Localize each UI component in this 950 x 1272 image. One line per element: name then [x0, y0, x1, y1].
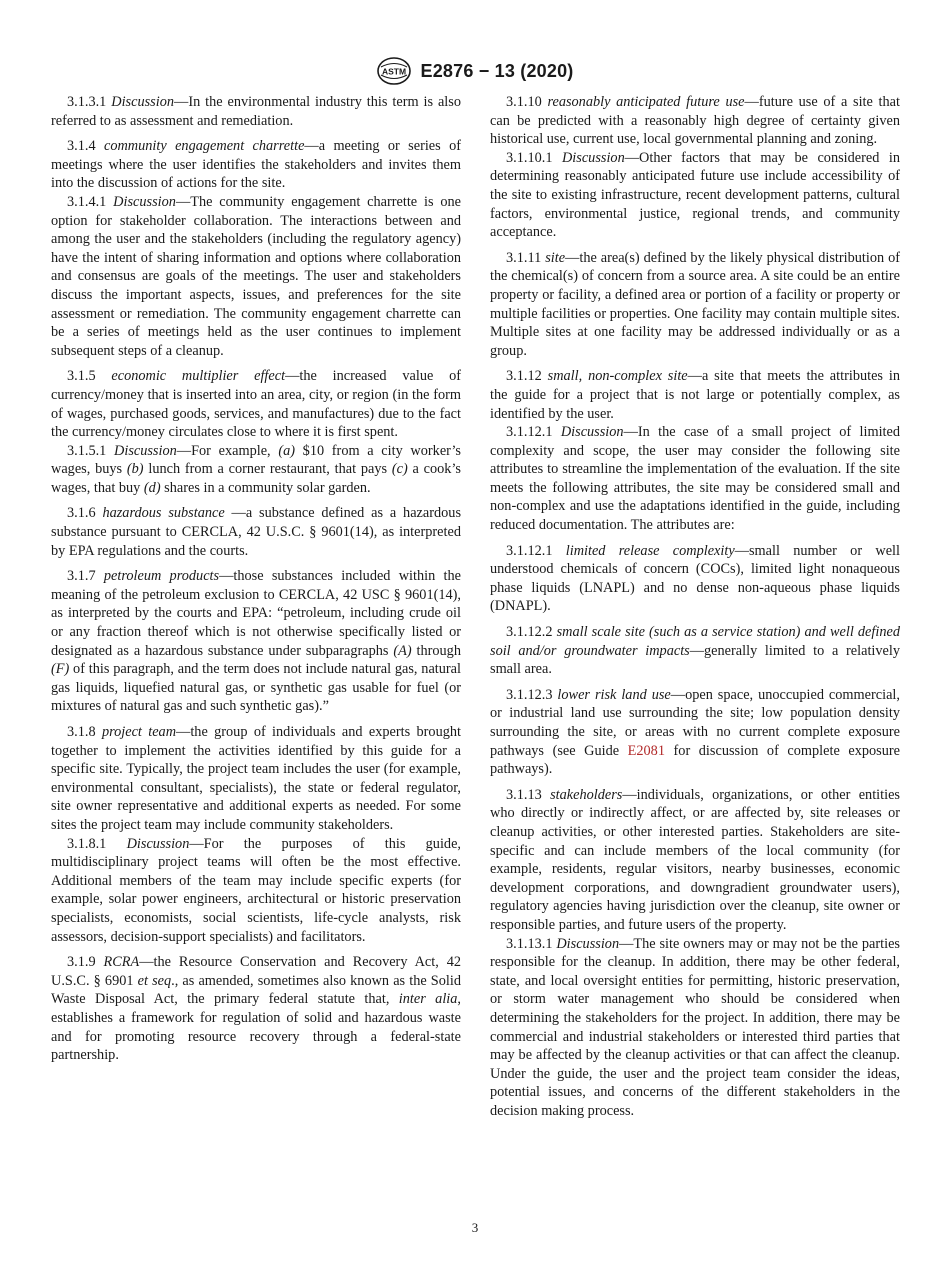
list-marker: (F) [51, 661, 70, 678]
section-number: 3.1.10 [506, 94, 542, 110]
defined-term: limited release complexity [565, 542, 735, 559]
definition-text: a cook’s wages, that buy [51, 461, 461, 496]
definition-paragraph [51, 93, 461, 130]
definition-text: $10 from a city worker’s wages, buys [51, 442, 461, 478]
definition-text: for discussion of complete exposure pathways). [490, 742, 900, 778]
section-number: 3.1.13 [506, 786, 542, 803]
definition-text: of this paragraph, and the term does not include natural gas, natural gas liquids, liquefied natural gas, or synthetic gas usable for fuel (or mixtures of natural gas and such synthetic gas).” [51, 661, 461, 715]
defined-term: community engagement charrette [103, 138, 305, 155]
section-number: 3.1.4.1 [67, 193, 107, 210]
list-marker: (A) [393, 642, 412, 659]
definition-text: —generally limited to a relatively small area. [490, 642, 901, 678]
section-number: 3.1.12 [506, 368, 542, 385]
definition-text: —For the purposes of this guide, multidisciplinary project teams will often be the most effective. Additional members of the team may include specific experts (for example, solar power engineers, architectural or historic preservation specialists, economists, social scientists, life-cycle analysts, risk assessors, decision-support specialists) and facilitators. [51, 835, 461, 945]
definition-text: —For example, [176, 442, 279, 459]
defined-term: site [545, 249, 566, 266]
definition-paragraph [51, 367, 461, 441]
latin-phrase: inter alia [398, 991, 458, 1008]
defined-term: stakeholders [550, 786, 623, 803]
left-column [51, 93, 461, 1065]
defined-term: Discussion [560, 424, 624, 441]
definition-paragraph [490, 93, 900, 149]
section-number: 3.1.12.1 [506, 542, 553, 559]
defined-term: Discussion [126, 835, 190, 852]
section-number: 3.1.5.1 [67, 442, 107, 459]
definition-text: —individuals, organizations, or other entities who directly or indirectly affect, or are affected by, site releases or cleanup activities, or other interested parties. Stakeholders are site-specific and can include members of the local community (for example, residents, regular visitors, nearby businesses, economic development corporations, and downgradient groundwater users), regulatory agencies having jurisdiction over the cleanup, site owner or responsible parties, and future users of the property. [490, 786, 900, 933]
definition-paragraph [51, 504, 461, 560]
definition-text: —a meeting or series of meetings where the user identifies the stakeholders and invites them into the discussion of actions for the site. [51, 138, 461, 192]
definition-paragraph [490, 623, 900, 679]
defined-term: small, non-complex site [547, 368, 688, 385]
definition-paragraph [490, 935, 900, 1121]
defined-term: project team [101, 724, 177, 740]
definition-text: through [411, 642, 461, 659]
defined-term: petroleum products [103, 568, 220, 585]
definition-text: —small number or well understood chemicals of concern (COCs), limited light nonaqueous phase liquids (LNAPL) and no dense non-aqueous phase liquids (DNAPL). [490, 542, 900, 615]
definition-paragraph [51, 137, 461, 193]
section-number: 3.1.8.1 [67, 835, 107, 852]
definition-paragraph [51, 723, 461, 835]
standard-designation: E2876 − 13 (2020) [420, 60, 574, 81]
definition-text: shares in a community solar garden. [160, 479, 371, 496]
section-number: 3.1.7 [67, 568, 96, 585]
section-number: 3.1.8 [67, 724, 96, 740]
astm-logo-icon [376, 56, 412, 86]
definition-paragraph [490, 249, 900, 361]
definition-text: —the Resource Conservation and Recovery Act, 42 U.S.C. § 6901 [51, 954, 461, 989]
section-number: 3.1.5 [67, 368, 96, 385]
definition-text: —The community engagement charrette is one option for stakeholder collaboration. The interactions between and among the user and the stakeholders (including the regulatory agency) have the intent of sharing information and options where collaboration and consensus are goals of the meetings. The user and stakeholders discuss the important aspects, issues, and preferences for the site assessment or remediation. The community engagement charrette can be a series of meetings held as the user continues to implement subsequent steps of a cleanup. [51, 193, 462, 359]
defined-term: Discussion [113, 193, 176, 210]
section-number: 3.1.9 [67, 954, 96, 971]
definition-paragraph [51, 953, 461, 1065]
defined-term: lower risk land use [557, 686, 671, 703]
definition-text: —a substance defined as a hazardous substance pursuant to CERCLA, 42 U.S.C. § 9601(14), as interpreted by EPA regulations and the courts. [51, 505, 462, 559]
definition-text: lunch from a corner restaurant, that pays [143, 461, 392, 478]
standard-reference-link[interactable]: E2081 [627, 742, 665, 759]
section-number: 3.1.3.1 [67, 94, 107, 110]
definition-text: —open space, unoccupied commercial, or industrial land use surrounding the site; low population density surrounding the site, or areas with no current complete exposure pathways (see Guide [490, 686, 900, 759]
page-header [0, 54, 950, 88]
section-number: 3.1.12.3 [506, 686, 553, 703]
definition-paragraph [490, 149, 900, 242]
definition-text: —a site that meets the attributes in the guide for a project that is not large or potentially complex, as identified by the user. [490, 368, 900, 422]
definition-text: —the increased value of currency/money that is inserted into an area, city, or region (in the form of wages, purchased goods, services, and manufactures) due to the fact the currency/money circulates close to where it is first spent. [51, 368, 461, 441]
definition-paragraph [51, 193, 461, 360]
right-column [490, 93, 900, 1120]
definition-text: —the group of individuals and experts brought together to implement the activities identified by this guide for a specific site. Typically, the project team includes the user (for example, environmental consultant, specialists), the state or federal regulator, site owner representative and additional experts as needed. For some sites the project team may include community stakeholders. [51, 724, 461, 833]
defined-term: Discussion [556, 935, 620, 952]
defined-term: small scale site (such as a service station) and well defined soil and/or groundwater impacts [490, 624, 900, 659]
section-number: 3.1.4 [67, 138, 96, 155]
list-marker: (d) [143, 479, 161, 496]
definition-paragraph [490, 423, 900, 535]
list-marker: (c) [391, 461, 408, 478]
definition-text: —In the case of a small project of limited complexity and scope, the user may consider the following site attributes to streamline the implementation of the evaluation. If the site meets the following attributes, the site may be considered small and non-complex and use the adaptations identified in the guide, including reduced documentation. The attributes are: [490, 424, 901, 534]
list-marker: (b) [126, 461, 144, 478]
defined-term: reasonably anticipated future use [547, 94, 745, 110]
section-number: 3.1.11 [506, 249, 542, 266]
definition-paragraph [490, 686, 900, 779]
defined-term: RCRA [103, 954, 140, 971]
definition-text: —the area(s) defined by the likely physical distribution of the chemical(s) of concern from a source area. A site could be an entire property or facility, a defined area or portion of a facility or property or multiple facilities or properties. One facility may contain multiple sites. Multiple sites at one facility may be addressed individually or as a group. [490, 249, 901, 359]
section-number: 3.1.12.2 [506, 624, 553, 641]
section-number: 3.1.10.1 [506, 149, 553, 166]
definition-text: —those substances included within the meaning of the petroleum exclusion to CERCLA, 42 USC § 9601(14), as interpreted by the courts and EPA: “petroleum, including crude oil or any fraction thereof which is not otherwise specifically listed or designated as a hazardous substance under subparagraphs [51, 568, 461, 659]
section-number: 3.1.13.1 [506, 935, 553, 952]
definition-paragraph [490, 786, 900, 935]
page-number: 3 [471, 1220, 479, 1235]
section-number: 3.1.12.1 [506, 424, 553, 441]
logo-lettering: ASTM [382, 66, 407, 77]
definition-text: —The site owners may or may not be the parties responsible for the cleanup. In addition, there may be other federal, state, and local oversight entities for permitting, historic preservation, or storm water management who should be considered when determining the stakeholders for the project. In addition, there may be commercial and industrial stakeholders or interested third parties that may be affected by the cleanup activities or that can affect the cleanup. Under the guide, the user and the project team consider the ideas, potential issues, and concerns of the different stakeholders in the decision making process. [490, 935, 900, 1119]
definition-text: —future use of a site that can be predicted with a reasonably high degree of certainty given historical use, current use, local governmental planning and zoning. [490, 94, 900, 148]
definition-text: —Other factors that may be considered in determining reasonably anticipated future use include accessibility of the site to existing infrastructure, recent development patterns, cultural factors, environmental justice, regional trends, and community acceptance. [490, 149, 900, 241]
list-marker: (a) [278, 442, 295, 459]
definition-paragraph [490, 367, 900, 423]
definition-text: , establishes a framework for regulation of solid and hazardous waste and for promoting resource recovery through a federal-state partnership. [51, 991, 461, 1064]
defined-term: economic multiplier effect [111, 368, 286, 385]
definition-text: —In the environmental industry this term is also referred to as assessment and remediation. [51, 94, 461, 129]
defined-term: hazardous substance [102, 505, 232, 522]
defined-term: Discussion [114, 442, 177, 459]
definition-text: ., as amended, sometimes also known as the Solid Waste Disposal Act, the primary federal statute that, [51, 972, 462, 1008]
latin-phrase: et seq [137, 972, 172, 989]
section-number: 3.1.6 [67, 505, 96, 522]
definition-paragraph [51, 835, 461, 947]
defined-term: Discussion [561, 149, 625, 166]
defined-term: Discussion [111, 94, 175, 110]
definition-paragraph [51, 442, 461, 498]
definition-paragraph [490, 542, 900, 616]
definition-paragraph [51, 567, 461, 716]
